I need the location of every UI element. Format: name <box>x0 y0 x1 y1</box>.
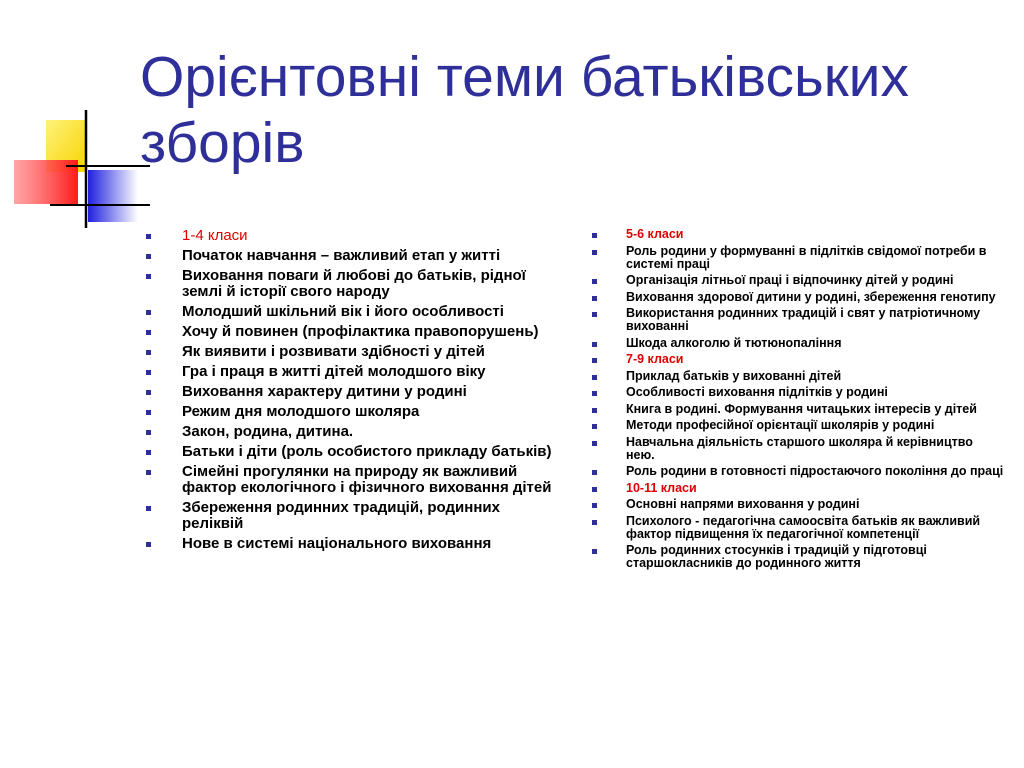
square-bullet-icon <box>592 487 597 492</box>
square-bullet-icon <box>146 254 151 259</box>
list-item-text: 1-4 класи <box>182 227 248 244</box>
list-item-text: Психолого - педагогічна самоосвіта батьків як важливий фактор підвищення їх педагогічної компетенції <box>626 513 981 541</box>
list-item <box>143 268 563 300</box>
list-item-text: Книга в родині. Формування читацьких інтересів у дітей <box>626 401 977 416</box>
list-item-text: Навчальна діяльність старшого школяра й керівництво нею. <box>626 434 973 462</box>
square-bullet-icon <box>146 542 151 547</box>
list-item-text: Хочу й повинен (профілактика правопорушень) <box>182 323 539 340</box>
grade-heading <box>590 353 1005 366</box>
list-item <box>143 304 563 320</box>
square-bullet-icon <box>592 312 597 317</box>
list-item-text: Режим дня молодшого школяра <box>182 403 420 420</box>
list-item-text: Молодший шкільний вік і його особливості <box>182 303 504 320</box>
list-item-text: 10-11 класи <box>626 480 697 495</box>
list-item <box>590 403 1005 416</box>
square-bullet-icon <box>146 430 151 435</box>
square-bullet-icon <box>592 342 597 347</box>
list-item-text: Батьки і діти (роль особистого прикладу батьків) <box>182 443 552 460</box>
square-bullet-icon <box>592 296 597 301</box>
square-bullet-icon <box>146 390 151 395</box>
list-item <box>143 324 563 340</box>
list-item-text: Роль родинних стосунків і традицій у підготовці старшокласників до родинного життя <box>626 543 927 570</box>
list-item-text: Закон, родина, дитина. <box>182 423 354 440</box>
list-item <box>143 424 563 440</box>
list-item-text: Організація літньої праці і відпочинку дітей у родині <box>626 273 954 287</box>
square-bullet-icon <box>146 370 151 375</box>
list-item <box>590 386 1005 399</box>
list-item-text: Роль родини у формуванні в підлітків свідомої потреби в системі праці <box>626 243 987 271</box>
square-bullet-icon <box>592 470 597 475</box>
list-item <box>590 419 1005 432</box>
list-item-text: Як виявити і розвивати здібності у дітей <box>182 343 485 360</box>
list-item-text: Виховання поваги й любові до батьків, рідної землі й історії свого народу <box>182 267 526 300</box>
square-bullet-icon <box>592 549 597 554</box>
list-item-text: 7-9 класи <box>626 352 684 366</box>
square-bullet-icon <box>146 234 151 239</box>
list-item-text: Гра і праця в житті дітей молодшого віку <box>182 363 486 380</box>
left-topic-list <box>143 228 563 556</box>
list-item <box>590 370 1005 383</box>
square-bullet-icon <box>146 506 151 511</box>
square-bullet-icon <box>592 358 597 363</box>
list-item <box>143 344 563 360</box>
list-item-text: Використання родинних традицій і свят у патріотичному вихованні <box>626 306 981 333</box>
list-item-text: Початок навчання – важливий етап у житті <box>182 247 501 264</box>
list-item <box>590 498 1005 511</box>
square-bullet-icon <box>146 350 151 355</box>
list-item-text: 5-6 класи <box>626 227 684 241</box>
square-bullet-icon <box>592 233 597 238</box>
square-bullet-icon <box>146 410 151 415</box>
square-bullet-icon <box>592 279 597 284</box>
list-item <box>143 384 563 400</box>
list-item <box>590 291 1005 304</box>
list-item-text: Методи професійної орієнтації школярів у родині <box>626 418 935 432</box>
list-item <box>590 436 1005 462</box>
square-bullet-icon <box>592 250 597 255</box>
square-bullet-icon <box>592 408 597 413</box>
square-bullet-icon <box>592 375 597 380</box>
list-item <box>590 337 1005 350</box>
list-item <box>143 248 563 264</box>
list-item-text: Роль родини в готовності підростаючого покоління до праці <box>626 464 1004 478</box>
list-item-text: Виховання здорової дитини у родині, збереження генотипу <box>626 289 996 304</box>
list-item <box>590 515 1005 541</box>
list-item <box>590 245 1005 271</box>
decorative-squares-logo <box>0 0 150 240</box>
blue-square <box>88 170 138 222</box>
grade-heading <box>143 228 563 244</box>
page-title: Орієнтовні теми батьківських зборів <box>140 45 910 175</box>
right-topic-list <box>590 228 1005 574</box>
square-bullet-icon <box>146 274 151 279</box>
list-item-text: Шкода алкоголю й тютюнопаління <box>626 335 842 350</box>
list-item-text: Особливості виховання підлітків у родині <box>626 385 888 399</box>
list-item <box>590 544 1005 570</box>
list-item-text: Виховання характеру дитини у родині <box>182 383 467 400</box>
square-bullet-icon <box>592 391 597 396</box>
list-item-text: Збереження родинних традицій, родинних реліквій <box>182 499 500 532</box>
list-item-text: Приклад батьків у вихованні дітей <box>626 368 842 383</box>
square-bullet-icon <box>146 330 151 335</box>
list-item-text: Сімейні прогулянки на природу як важливий фактор екологічного і фізичного виховання дітей <box>182 463 552 496</box>
square-bullet-icon <box>592 520 597 525</box>
list-item <box>143 500 563 532</box>
list-item-text: Основні напрями виховання у родині <box>626 497 860 511</box>
list-item <box>590 307 1005 333</box>
list-item <box>590 465 1005 478</box>
grade-heading <box>590 482 1005 495</box>
list-item <box>143 464 563 496</box>
square-bullet-icon <box>146 470 151 475</box>
square-bullet-icon <box>592 424 597 429</box>
list-item <box>143 536 563 552</box>
square-bullet-icon <box>146 450 151 455</box>
square-bullet-icon <box>592 503 597 508</box>
square-bullet-icon <box>146 310 151 315</box>
square-bullet-icon <box>592 441 597 446</box>
list-item <box>143 364 563 380</box>
list-item-text: Нове в системі національного виховання <box>182 535 492 552</box>
list-item <box>143 404 563 420</box>
list-item <box>143 444 563 460</box>
list-item <box>590 274 1005 287</box>
grade-heading <box>590 228 1005 241</box>
